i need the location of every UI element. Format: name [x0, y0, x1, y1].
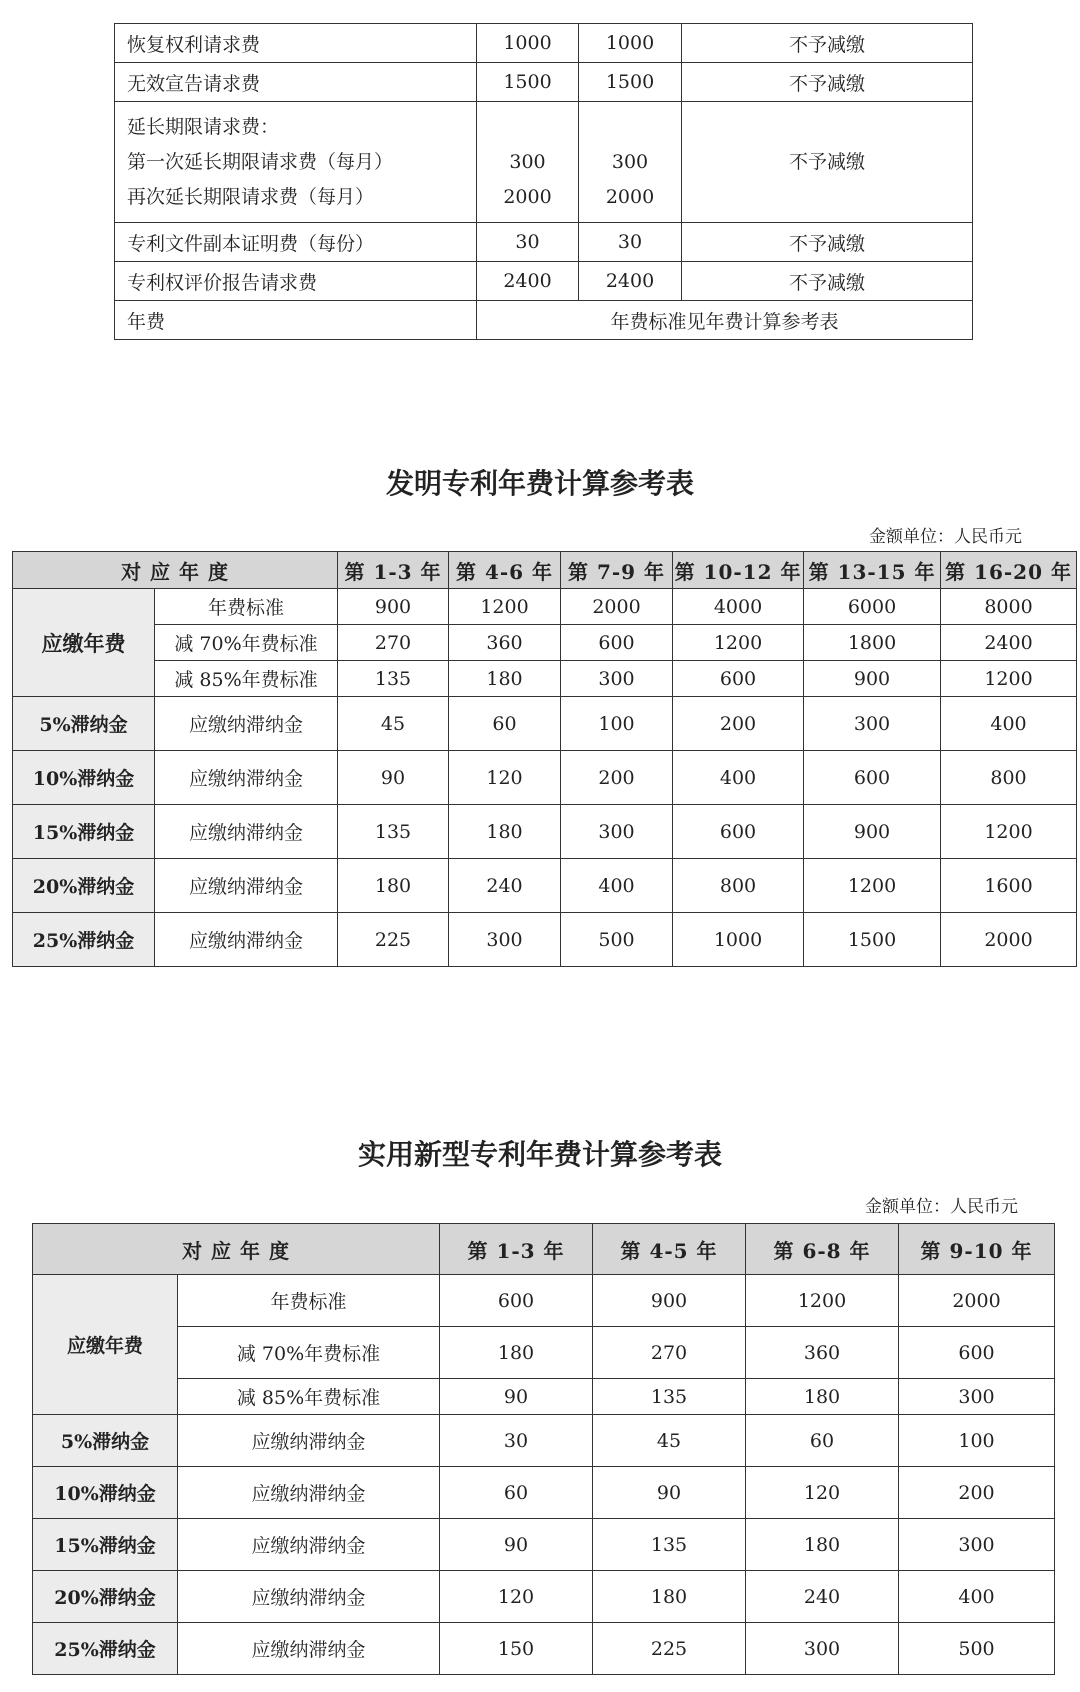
fee-name: 延长期限请求费： [127, 115, 280, 138]
fee-note: 不予减缴 [682, 262, 973, 301]
utility-annual-fee-table [32, 1223, 1055, 1675]
year-header: 第 10-12 年 [673, 552, 804, 589]
table-cell: 400 [941, 697, 1077, 751]
table-row [115, 102, 973, 223]
fee-note: 不予减缴 [682, 102, 973, 223]
table-cell: 600 [673, 661, 804, 697]
year-header: 第 1-3 年 [338, 552, 449, 589]
fee-value: 300 [509, 150, 546, 173]
due-fee-label: 应缴年费 [33, 1275, 178, 1415]
table-cell: 135 [338, 805, 449, 859]
utility-table-title: 实用新型专利年费计算参考表 [357, 1138, 722, 1171]
table-row [115, 63, 973, 102]
fee-note: 不予减缴 [682, 24, 973, 63]
fee-name: 专利文件副本证明费（每份） [115, 223, 477, 262]
table-row [13, 859, 1077, 913]
table-cell: 2000 [899, 1275, 1055, 1327]
row-label: 减 85%年费标准 [155, 661, 338, 697]
row-label: 减 70%年费标准 [155, 625, 338, 661]
row-label: 应缴纳滞纳金 [178, 1571, 440, 1623]
table-cell: 45 [338, 697, 449, 751]
table-header-row [13, 552, 1077, 589]
table-cell: 120 [440, 1571, 593, 1623]
row-label: 应缴纳滞纳金 [178, 1519, 440, 1571]
table-cell: 200 [673, 697, 804, 751]
table-row [13, 697, 1077, 751]
table-row [33, 1327, 1055, 1379]
table-cell: 1200 [941, 661, 1077, 697]
fee-name: 恢复权利请求费 [115, 24, 477, 63]
table-cell: 135 [338, 661, 449, 697]
table-row [115, 301, 973, 340]
year-header-label: 对 应 年 度 [33, 1224, 440, 1275]
fee-value: 2400 [579, 262, 682, 301]
table-row [13, 589, 1077, 625]
due-fee-label: 应缴年费 [13, 589, 155, 697]
late-fee-rate: 10%滞纳金 [13, 751, 155, 805]
fee-value: 1000 [477, 24, 579, 63]
table-cell: 900 [593, 1275, 746, 1327]
table-cell: 135 [593, 1519, 746, 1571]
late-fee-rate: 20%滞纳金 [13, 859, 155, 913]
table-cell: 6000 [804, 589, 941, 625]
table-cell: 300 [561, 805, 673, 859]
row-label: 应缴纳滞纳金 [155, 805, 338, 859]
fee-value: 1000 [579, 24, 682, 63]
table-cell: 1200 [673, 625, 804, 661]
invention-unit-label: 金额单位：人民币元 [869, 527, 1022, 547]
late-fee-rate: 20%滞纳金 [33, 1571, 178, 1623]
row-label: 应缴纳滞纳金 [155, 859, 338, 913]
fee-name: 专利权评价报告请求费 [115, 262, 477, 301]
table-cell: 200 [561, 751, 673, 805]
table-row [33, 1415, 1055, 1467]
fee-value: 2000 [503, 185, 552, 208]
table-cell: 8000 [941, 589, 1077, 625]
table-cell: 300 [561, 661, 673, 697]
table-cell: 180 [746, 1379, 899, 1415]
table-header-row [33, 1224, 1055, 1275]
row-label: 年费标准 [178, 1275, 440, 1327]
late-fee-rate: 25%滞纳金 [33, 1623, 178, 1675]
row-label: 减 85%年费标准 [178, 1379, 440, 1415]
table-cell: 400 [899, 1571, 1055, 1623]
table-row [33, 1519, 1055, 1571]
row-label: 应缴纳滞纳金 [178, 1415, 440, 1467]
year-header: 第 4-6 年 [449, 552, 561, 589]
table-cell: 180 [449, 661, 561, 697]
table-cell: 180 [746, 1519, 899, 1571]
table-cell: 225 [593, 1623, 746, 1675]
table-cell: 300 [899, 1519, 1055, 1571]
late-fee-rate: 15%滞纳金 [13, 805, 155, 859]
table-row [33, 1467, 1055, 1519]
year-header: 第 6-8 年 [746, 1224, 899, 1275]
table-cell: 300 [449, 913, 561, 967]
invention-table-title: 发明专利年费计算参考表 [385, 467, 694, 500]
extension-values-cell [477, 102, 579, 223]
table-cell: 360 [449, 625, 561, 661]
fee-note: 不予减缴 [682, 63, 973, 102]
table-row [33, 1571, 1055, 1623]
table-cell: 2000 [941, 913, 1077, 967]
extension-values-cell [579, 102, 682, 223]
row-label: 应缴纳滞纳金 [155, 751, 338, 805]
table-row [115, 262, 973, 301]
table-cell: 2400 [941, 625, 1077, 661]
fee-value: 30 [477, 223, 579, 262]
row-label: 应缴纳滞纳金 [178, 1467, 440, 1519]
table-cell: 900 [338, 589, 449, 625]
fee-note: 不予减缴 [682, 223, 973, 262]
table-cell: 800 [941, 751, 1077, 805]
table-cell: 500 [899, 1623, 1055, 1675]
fee-name: 无效宣告请求费 [115, 63, 477, 102]
table-cell: 300 [804, 697, 941, 751]
table-cell: 1000 [673, 913, 804, 967]
table-cell: 60 [449, 697, 561, 751]
table-cell: 800 [673, 859, 804, 913]
year-header: 第 1-3 年 [440, 1224, 593, 1275]
table-cell: 600 [899, 1327, 1055, 1379]
table-cell: 1200 [941, 805, 1077, 859]
table-cell: 1500 [804, 913, 941, 967]
table-cell: 180 [449, 805, 561, 859]
table-row [115, 223, 973, 262]
table-cell: 30 [440, 1415, 593, 1467]
table-cell: 600 [673, 805, 804, 859]
table-row [13, 751, 1077, 805]
table-cell: 1600 [941, 859, 1077, 913]
fee-name: 年费 [115, 301, 477, 340]
table-cell: 100 [561, 697, 673, 751]
table-cell: 2000 [561, 589, 673, 625]
year-header: 第 4-5 年 [593, 1224, 746, 1275]
late-fee-rate: 5%滞纳金 [33, 1415, 178, 1467]
table-cell: 240 [449, 859, 561, 913]
table-cell: 120 [746, 1467, 899, 1519]
row-label: 应缴纳滞纳金 [155, 913, 338, 967]
fee-value: 2000 [605, 185, 655, 208]
year-header: 第 13-15 年 [804, 552, 941, 589]
table-cell: 1200 [449, 589, 561, 625]
table-cell: 360 [746, 1327, 899, 1379]
fee-name: 再次延长期限请求费（每月） [127, 185, 375, 208]
late-fee-rate: 5%滞纳金 [13, 697, 155, 751]
table-cell: 270 [593, 1327, 746, 1379]
table-cell: 45 [593, 1415, 746, 1467]
invention-annual-fee-table [12, 551, 1077, 967]
table-cell: 90 [440, 1379, 593, 1415]
table-row [115, 24, 973, 63]
table-cell: 90 [593, 1467, 746, 1519]
fee-value: 300 [611, 150, 649, 173]
table-row [33, 1275, 1055, 1327]
table-cell: 60 [746, 1415, 899, 1467]
table-cell: 600 [561, 625, 673, 661]
table-cell: 400 [561, 859, 673, 913]
table-cell: 180 [440, 1327, 593, 1379]
table-cell: 100 [899, 1415, 1055, 1467]
fee-value: 1500 [579, 63, 682, 102]
late-fee-rate: 15%滞纳金 [33, 1519, 178, 1571]
late-fee-rate: 25%滞纳金 [13, 913, 155, 967]
row-label: 减 70%年费标准 [178, 1327, 440, 1379]
fee-value: 30 [579, 223, 682, 262]
table-cell: 200 [899, 1467, 1055, 1519]
row-label: 应缴纳滞纳金 [178, 1623, 440, 1675]
table-cell: 1800 [804, 625, 941, 661]
table-cell: 600 [440, 1275, 593, 1327]
table-cell: 90 [440, 1519, 593, 1571]
table-cell: 1200 [804, 859, 941, 913]
table-cell: 270 [338, 625, 449, 661]
table-cell: 500 [561, 913, 673, 967]
late-fee-rate: 10%滞纳金 [33, 1467, 178, 1519]
table-row [13, 661, 1077, 697]
fee-note: 年费标准见年费计算参考表 [477, 301, 973, 340]
table-row [33, 1379, 1055, 1415]
table-cell: 120 [449, 751, 561, 805]
extension-fee-cell [115, 102, 477, 223]
table-cell: 300 [899, 1379, 1055, 1415]
table-cell: 600 [804, 751, 941, 805]
table-cell: 60 [440, 1467, 593, 1519]
table-cell: 90 [338, 751, 449, 805]
table-cell: 150 [440, 1623, 593, 1675]
fee-value: 2400 [477, 262, 579, 301]
table-cell: 180 [338, 859, 449, 913]
fee-table [114, 23, 973, 340]
table-row [13, 805, 1077, 859]
utility-unit-label: 金额单位：人民币元 [865, 1197, 1018, 1217]
table-row [33, 1623, 1055, 1675]
table-cell: 180 [593, 1571, 746, 1623]
year-header: 第 16-20 年 [941, 552, 1077, 589]
table-cell: 1200 [746, 1275, 899, 1327]
row-label: 年费标准 [155, 589, 338, 625]
table-cell: 900 [804, 805, 941, 859]
year-header: 第 9-10 年 [899, 1224, 1055, 1275]
table-cell: 240 [746, 1571, 899, 1623]
fee-value: 1500 [477, 63, 579, 102]
table-cell: 400 [673, 751, 804, 805]
year-header: 第 7-9 年 [561, 552, 673, 589]
table-row [13, 913, 1077, 967]
table-cell: 300 [746, 1623, 899, 1675]
table-cell: 225 [338, 913, 449, 967]
fee-name: 第一次延长期限请求费（每月） [127, 150, 394, 173]
row-label: 应缴纳滞纳金 [155, 697, 338, 751]
table-cell: 4000 [673, 589, 804, 625]
table-cell: 900 [804, 661, 941, 697]
table-row [13, 625, 1077, 661]
table-cell: 135 [593, 1379, 746, 1415]
year-header-label: 对 应 年 度 [13, 552, 338, 589]
